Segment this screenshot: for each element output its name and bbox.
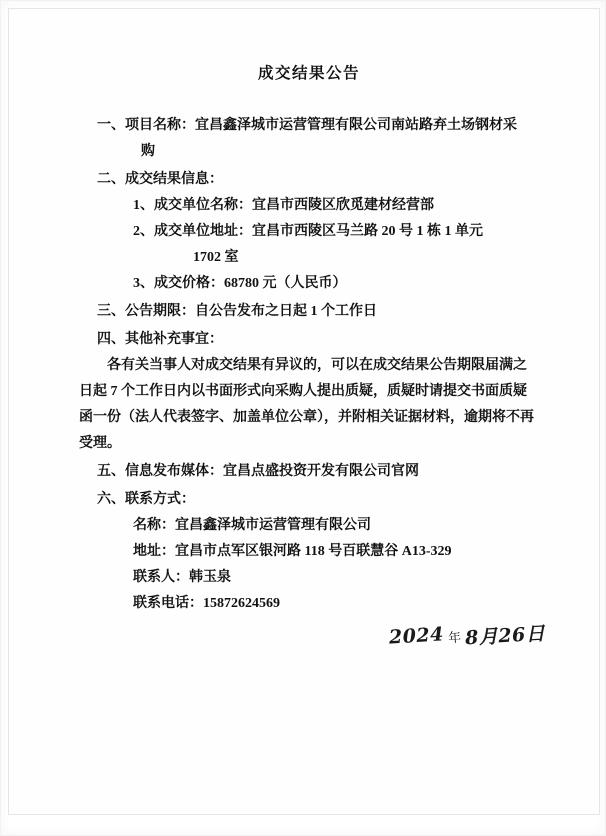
result-item-price-value: 68780 元（人民币）	[224, 276, 347, 291]
contact-name-label: 名称：	[133, 518, 175, 533]
contact-person-value: 韩玉泉	[189, 570, 231, 585]
handwritten-year-unit: 年	[447, 630, 462, 647]
document-body	[79, 61, 539, 619]
section-media-line	[79, 459, 539, 485]
contact-phone-label: 联系电话：	[133, 596, 203, 611]
section-media-marker: 五、信息发布媒体：	[97, 464, 223, 479]
section-result-info-marker: 二、成交结果信息：	[97, 172, 223, 187]
result-item-address-value-cont: 1702 室	[193, 250, 239, 265]
contact-name-value: 宜昌鑫泽城市运营管理有限公司	[175, 518, 371, 533]
page-title: 成交结果公告	[257, 65, 360, 82]
contact-person	[79, 565, 539, 591]
result-item-address	[79, 219, 539, 271]
contact-person-label: 联系人：	[133, 570, 189, 585]
handwritten-year: 2024	[388, 623, 445, 649]
section-media	[79, 459, 539, 485]
section-contact	[79, 487, 539, 617]
section-project-name-marker: 一、项目名称：	[97, 118, 195, 133]
section-project-name	[79, 113, 539, 165]
section-supplementary	[79, 327, 539, 457]
result-item-address-value: 宜昌市西陵区马兰路 20 号 1 栋 1 单元	[252, 224, 483, 239]
document-sheet	[8, 8, 600, 815]
section-notice-period-value: 自公告发布之日起 1 个工作日	[195, 304, 377, 319]
result-item-company-value: 宜昌市西陵区欣觅建材经营部	[252, 198, 434, 213]
section-contact-marker: 六、联系方式：	[97, 492, 195, 507]
section-project-name-value: 宜昌鑫泽城市运营管理有限公司南站路弃土场钢材采	[195, 118, 517, 133]
result-item-address-marker: 2、成交单位地址：	[133, 224, 252, 239]
section-result-info	[79, 167, 539, 297]
section-notice-period	[79, 299, 539, 325]
contact-name	[79, 513, 539, 539]
section-project-name-value-cont: 购	[141, 144, 155, 159]
contact-address-value: 宜昌市点军区银河路 118 号百联慧谷 A13-329	[175, 544, 452, 559]
contact-phone	[79, 591, 539, 617]
section-project-name-line	[79, 113, 539, 165]
handwritten-month-day: 8月26日	[464, 622, 547, 650]
result-item-company	[79, 193, 539, 219]
section-notice-period-line	[79, 299, 539, 325]
handwritten-date	[389, 621, 559, 665]
section-supplementary-marker: 四、其他补充事宜：	[97, 332, 223, 347]
result-item-price	[79, 271, 539, 297]
contact-address	[79, 539, 539, 565]
section-media-value: 宜昌点盛投资开发有限公司官网	[223, 464, 419, 479]
result-item-price-marker: 3、成交价格：	[133, 276, 224, 291]
section-notice-period-marker: 三、公告期限：	[97, 304, 195, 319]
section-supplementary-paragraph: 各有关当事人对成交结果有异议的，可以在成交结果公告期限届满之日起 7 个工作日内以书面形式向采购人提出质疑，质疑时请提交书面质疑函一份（法人代表签字、加盖单位公章），并附相关证据材料，逾期将不再受理。	[79, 358, 534, 451]
contact-address-label: 地址：	[133, 544, 175, 559]
result-item-company-marker: 1、成交单位名称：	[133, 198, 252, 213]
contact-phone-value: 15872624569	[203, 596, 280, 611]
